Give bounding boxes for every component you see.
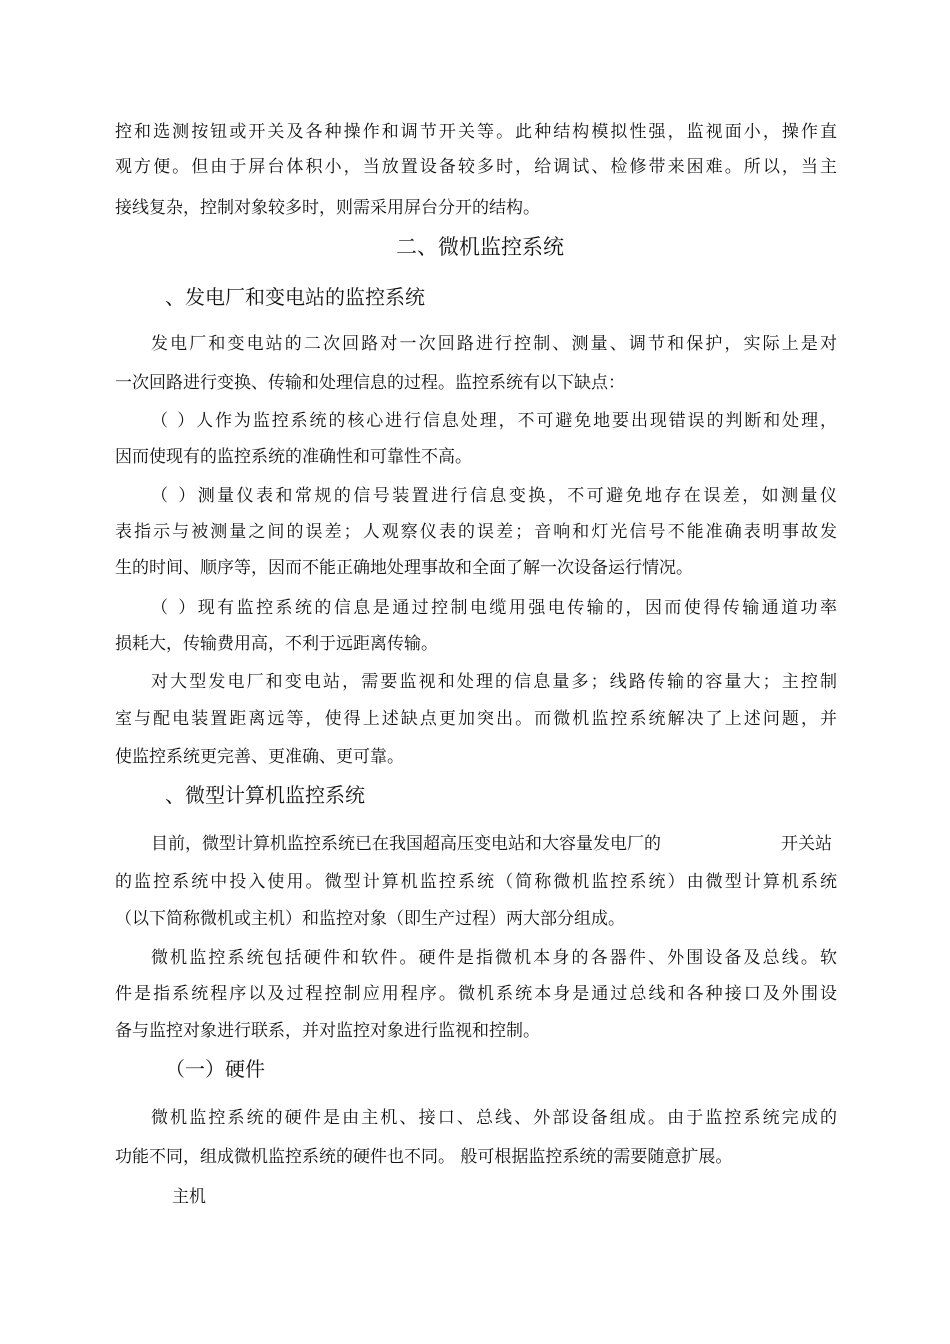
list-item-1-line: （ ）人作为监控系统的核心进行信息处理，不可避免地要出现错误的判断和处理， — [151, 411, 837, 431]
list-item-host: 主机 — [172, 1187, 206, 1207]
paragraph-line: 开关站 — [781, 834, 832, 854]
paragraph-line: 件是指系统程序以及过程控制应用程序。微机系统本身是通过总线和各种接口及外围设 — [115, 984, 837, 1004]
list-item-3-line: （ ）现有监控系统的信息是通过控制电缆用强电传输的，因而使得传输通道功率 — [151, 598, 837, 618]
list-item-2-line: （ ）测量仪表和常规的信号装置进行信息变换，不可避免地存在误差，如测量仪 — [151, 486, 837, 506]
paragraph-line: 使监控系统更完善、更准确、更可靠。 — [115, 747, 404, 767]
paragraph-line: 一次回路进行变换、传输和处理信息的过程。监控系统有以下缺点： — [115, 373, 625, 393]
intro-line-1: 控和选测按钮或开关及各种操作和调节开关等。此种结构模拟性强，监视面小，操作直 — [115, 122, 837, 142]
subsection-heading-2: 、微型计算机监控系统 — [165, 783, 365, 807]
section-heading: 二、微机监控系统 — [396, 235, 564, 259]
paragraph-line: 的监控系统中投入使用。微型计算机监控系统（简称微机监控系统）由微型计算机系统 — [115, 872, 837, 892]
paragraph-line: 微机监控系统的硬件是由主机、接口、总线、外部设备组成。由于监控系统完成的 — [151, 1108, 837, 1128]
paragraph-line: 目前，微型计算机监控系统已在我国超高压变电站和大容量发电厂的 — [151, 834, 661, 854]
intro-line-2: 观方便。但由于屏台体积小，当放置设备较多时，给调试、检修带来困难。所以，当主 — [115, 157, 837, 177]
paragraph-line: （以下简称微机或主机）和监控对象（即生产过程）两大部分组成。 — [115, 909, 625, 929]
subsection-heading-3: （一）硬件 — [165, 1057, 265, 1081]
list-item-1-line: 因而使现有的监控系统的准确性和可靠性不高。 — [115, 447, 472, 467]
paragraph-line: 备与监控对象进行联系，并对监控对象进行监视和控制。 — [115, 1021, 540, 1041]
paragraph-line: 室与配电装置距离远等，使得上述缺点更加突出。而微机监控系统解决了上述问题，并 — [115, 709, 837, 729]
paragraph-line: 功能不同，组成微机监控系统的硬件也不同。 般可根据监控系统的需要随意扩展。 — [115, 1147, 733, 1167]
subsection-heading-1: 、发电厂和变电站的监控系统 — [165, 285, 425, 309]
paragraph-line: 对大型发电厂和变电站，需要监视和处理的信息量多；线路传输的容量大；主控制 — [151, 672, 837, 692]
list-item-3-line: 损耗大，传输费用高，不利于远距离传输。 — [115, 634, 438, 654]
paragraph-line: 发电厂和变电站的二次回路对一次回路进行控制、测量、调节和保护，实际上是对 — [151, 334, 837, 354]
list-item-2-line: 生的时间、顺序等，因而不能正确地处理事故和全面了解一次设备运行情况。 — [115, 558, 693, 578]
intro-line-3: 接线复杂，控制对象较多时，则需采用屏台分开的结构。 — [115, 198, 540, 218]
paragraph-line: 微机监控系统包括硬件和软件。硬件是指微机本身的各器件、外围设备及总线。软 — [151, 948, 837, 968]
list-item-2-line: 表指示与被测量之间的误差；人观察仪表的误差；音响和灯光信号不能准确表明事故发 — [115, 522, 837, 542]
